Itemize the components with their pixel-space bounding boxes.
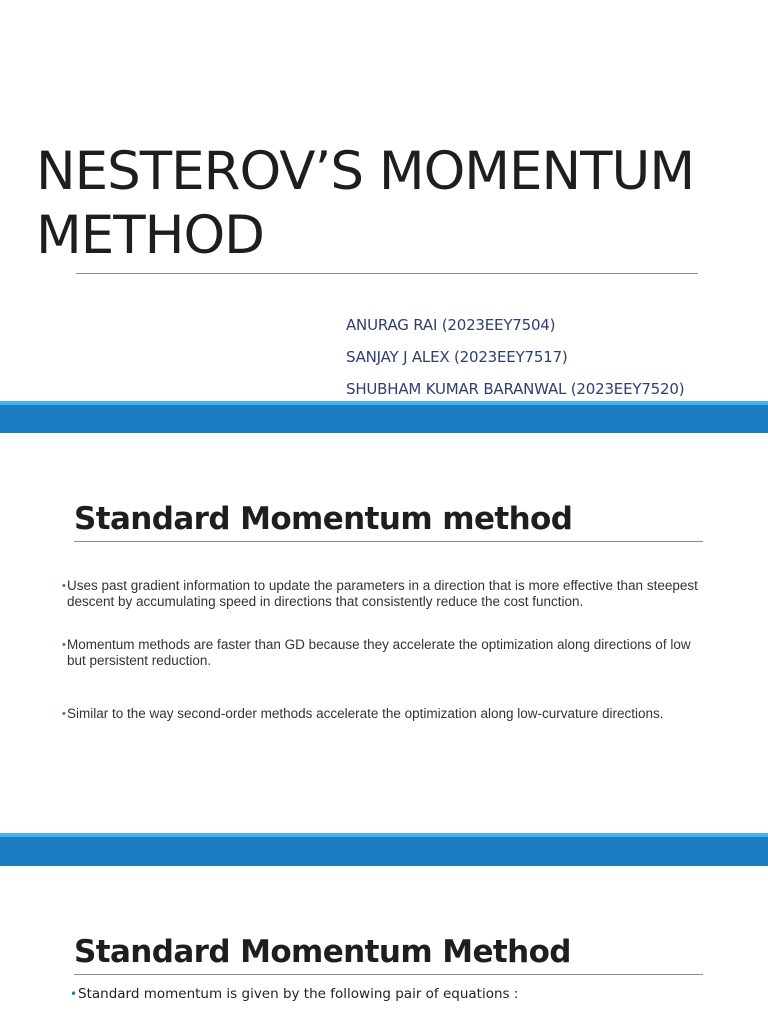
bullet-point xyxy=(62,706,702,722)
title-divider xyxy=(74,541,703,542)
slide-separator-band xyxy=(0,833,768,866)
title-divider xyxy=(74,974,703,975)
title-divider xyxy=(76,273,698,274)
author-name: SANJAY J ALEX (2023EEY7517) xyxy=(346,348,568,366)
bullet-marker-icon: • xyxy=(62,708,66,720)
bullet-text: Uses past gradient information to update the parameters in a direction that is more effective than steepest descent by accumulating speed in directions that consistently reduce the cost function. xyxy=(67,578,698,609)
presentation-title xyxy=(36,140,756,268)
author-name: SHUBHAM KUMAR BARANWAL (2023EEY7520) xyxy=(346,380,685,398)
slide-title: Standard Momentum Method xyxy=(74,934,571,970)
bullet-text: Standard momentum is given by the following pair of equations : xyxy=(78,986,519,1002)
content-slide xyxy=(0,433,768,833)
bullet-text: Similar to the way second-order methods accelerate the optimization along low-curvature directions. xyxy=(67,706,664,721)
slide-title: Standard Momentum method xyxy=(74,501,573,537)
bullet-point xyxy=(62,578,702,610)
bullet-text: Momentum methods are faster than GD because they accelerate the optimization along directions of low but persistent reduction. xyxy=(67,637,691,668)
title-slide xyxy=(0,0,768,401)
bullet-marker-icon: • xyxy=(62,639,66,651)
slide-separator-band xyxy=(0,401,768,433)
bullet-point xyxy=(62,637,702,669)
author-list xyxy=(346,309,684,401)
bullet-marker-icon: • xyxy=(70,987,78,1001)
bullet-point xyxy=(70,986,710,1002)
author-name: ANURAG RAI (2023EEY7504) xyxy=(346,316,556,334)
title-line-2: METHOD xyxy=(36,205,264,266)
title-line-1: NESTEROV’S MOMENTUM xyxy=(36,141,695,202)
content-slide xyxy=(0,866,768,1024)
bullet-marker-icon: • xyxy=(62,580,66,592)
